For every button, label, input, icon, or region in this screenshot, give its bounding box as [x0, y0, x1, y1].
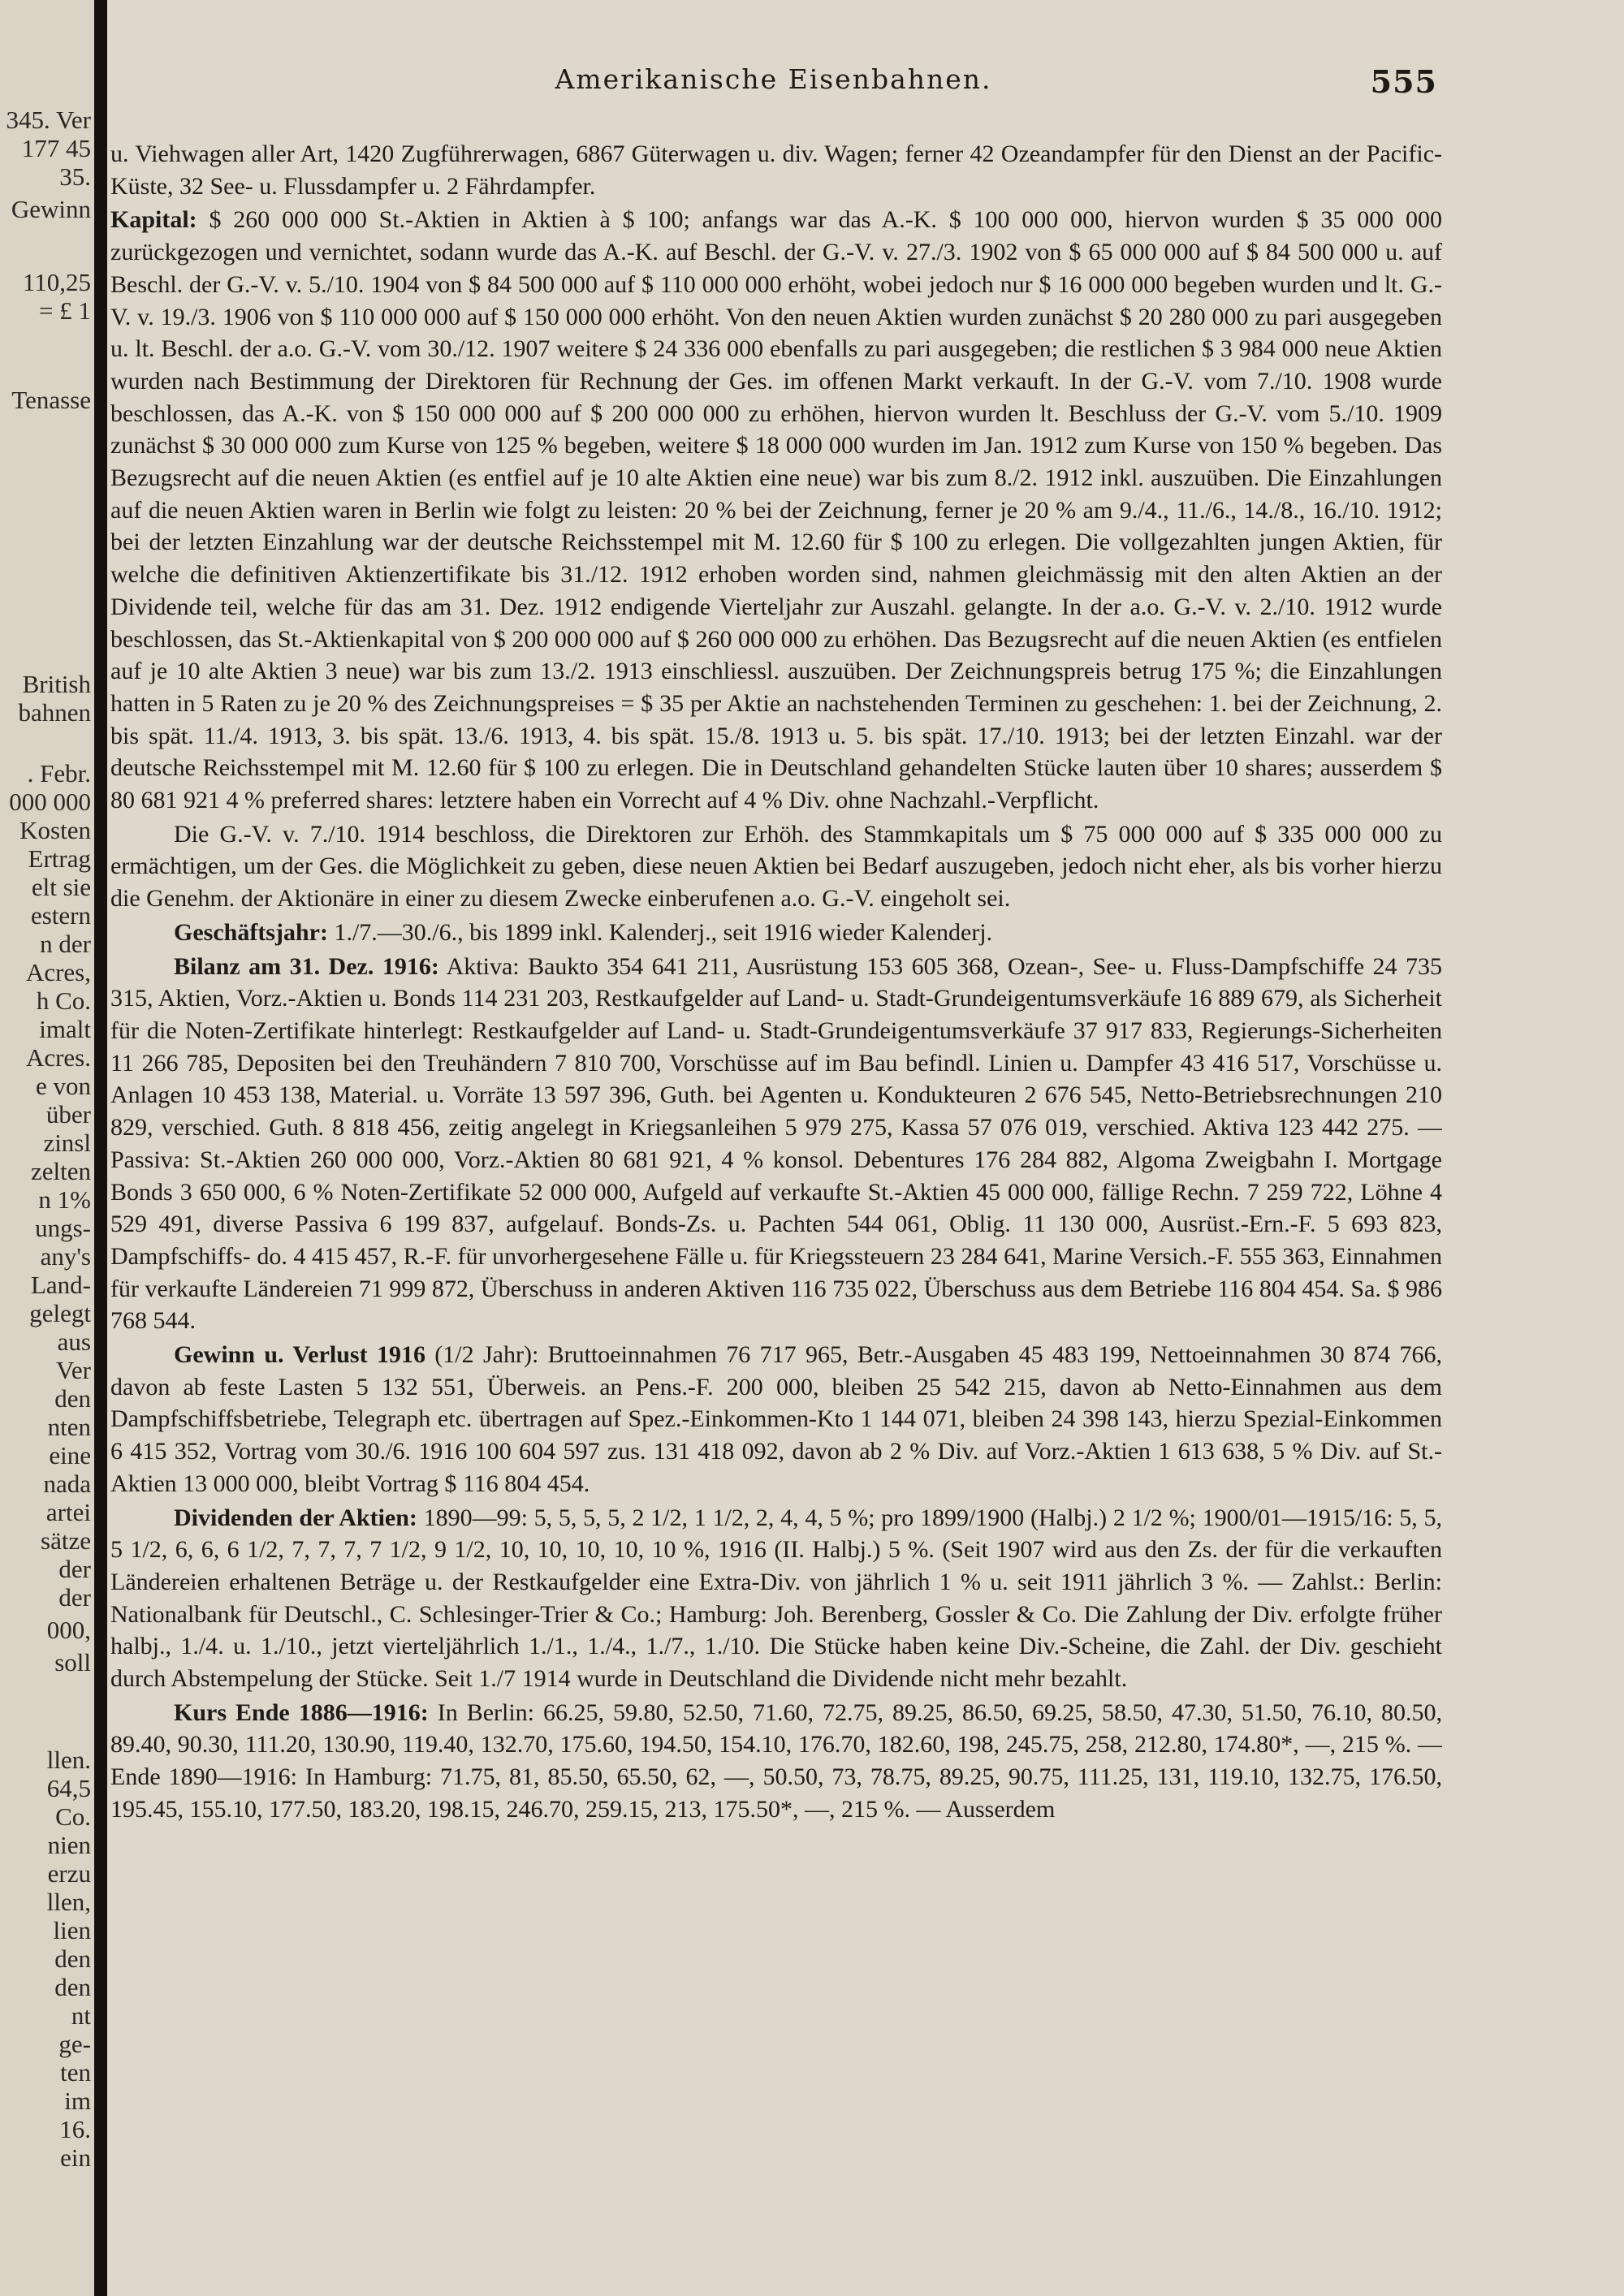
margin-fragment: n der — [40, 930, 91, 958]
margin-fragment: Ertrag — [28, 844, 91, 873]
margin-fragment: llen. — [46, 1746, 91, 1774]
section-heading: Dividenden der Aktien: — [174, 1504, 417, 1531]
margin-fragment: 000 000 — [9, 788, 91, 816]
margin-fragment: 110,25 — [22, 268, 91, 296]
paragraph-text: In Berlin: 66.25, 59.80, 52.50, 71.60, 72.75, 89.25, 86.50, 69.25, 58.50, 47.30, 51.50, 76.10, 80.50, 89.40, 90.30, 111.20, 130.90, 119.40, 132.70, 175.60, 194.50, 154.10, 176.70, 182.60, 198, 245.75, 258, 212.80, 174.80*, —, 215 %. — Ende 1890—1916: In Hamburg: 71.75, 81, 85.50, 65.50, 62, —, 50.50, 73, 78.75, 89.25, 90.75, 111.25, 131, 119.10, 132.75, 176.50, 195.45, 155.10, 177.50, 183.20, 198.15, 246.70, 259.15, 213, 175.50*, —, 215 %. — Ausserdem — [110, 1698, 1442, 1823]
paragraph-text: Die G.-V. v. 7./10. 1914 beschloss, die Direktoren zur Erhöh. des Stammkapitals um $ 75 000 000 auf $ 335 000 000 zu ermächtigen, um der Ges. die Möglichkeit zu geben, diese neuen Aktien bei Bedarf auszugeben, jedoch nicht eher, als bis vorher hierzu die Genehm. der Aktionäre in einer zu diesem Zwecke einberufenen a.o. G.-V. eingeholt sei. — [110, 820, 1442, 913]
paragraph-text: u. Viehwagen aller Art, 1420 Zugführerwagen, 6867 Güterwagen u. div. Wagen; ferner 42 Ozeandampfer für den Dienst an der Pacific-Küste, 32 See- u. Flussdampfer u. 2 Fährdampfer. — [110, 140, 1442, 200]
margin-fragment: nada — [43, 1470, 91, 1498]
margin-fragment: 64,5 — [46, 1774, 91, 1802]
margin-fragment: zinsl — [43, 1129, 91, 1157]
section-heading: Kurs Ende 1886—1916: — [174, 1698, 429, 1726]
margin-fragment: nt — [71, 2001, 91, 2030]
margin-fragment: 16. — [59, 2115, 91, 2143]
margin-fragment: den — [54, 1973, 91, 2001]
margin-fragment: Co. — [55, 1802, 91, 1831]
paragraph — [110, 1502, 1442, 1695]
margin-fragment: ein — [60, 2143, 91, 2172]
section-heading: Gewinn u. Verlust 1916 — [174, 1341, 425, 1369]
margin-fragment: any's — [40, 1242, 91, 1271]
body-text — [110, 138, 1442, 2249]
margin-fragment: im — [64, 2087, 91, 2115]
margin-fragment: Kosten — [19, 816, 91, 844]
margin-fragment: 345. Ver — [6, 106, 91, 134]
margin-fragment: nien — [47, 1831, 91, 1859]
margin-fragment: ge- — [58, 2030, 91, 2058]
paragraph-text: 1890—99: 5, 5, 5, 5, 2 1/2, 1 1/2, 2, 4, 4, 5 %; pro 1899/1900 (Halbj.) 2 1/2 %; 1900/01—1915/16: 5, 5, 5 1/2, 6, 6, 6 1/2, 7, 7, 7, 7 1/2, 9 1/2, 10, 10, 10, 10, 10 %, 1916 (II. Halbj.) 5 %. (Seit 1907 wird aus den Zs. der für die verkauften Ländereien erhaltenen Beträge u. der Restkaufgelder eine Extra-Div. von jährlich 1 % u. seit 1911 jährlich 3 %. — Zahlst.: Berlin: Nationalbank für Deutschl., C. Schlesinger-Trier & Co.; Hamburg: Joh. Berenberg, Gossler & Co. Die Zahlung der Div. erfolgte früher halbj., 1./4. u. 1./10., jetzt vierteljährlich 1./1., 1./4., 1./7., 1./10. Die Stücke haben keine Div.-Scheine, die Zahl. der Div. geschieht durch Abstempelung der Stücke. Seit 1./7 1914 wurde in Deutschland die Dividende nicht mehr bezahlt. — [110, 1504, 1442, 1693]
margin-fragment: n 1% — [38, 1185, 91, 1214]
margin-fragment: Land- — [30, 1271, 91, 1299]
margin-fragment: Gewinn — [11, 195, 91, 223]
margin-fragment: e von — [35, 1072, 91, 1100]
margin-fragment: . Febr. — [27, 759, 91, 788]
margin-fragment: den — [54, 1384, 91, 1413]
margin-fragment: ten — [60, 2058, 91, 2087]
running-title: Amerikanische Eisenbahnen. — [555, 63, 992, 95]
margin-fragment: Acres, — [25, 958, 91, 986]
paragraph — [110, 951, 1442, 1337]
paragraph — [110, 138, 1442, 202]
page-header — [110, 63, 1437, 104]
margin-fragment: nten — [47, 1413, 91, 1441]
paragraph-text: $ 260 000 000 St.-Aktien in Aktien à $ 100; anfangs war das A.-K. $ 100 000 000, hiervon wurden $ 35 000 000 zurückgezogen und vernichtet, sodann wurde das A.-K. auf Beschl. der G.-V. v. 27./3. 1902 von $ 65 000 000 auf $ 84 500 000 u. auf Beschl. der G.-V. v. 5./10. 1904 von $ 84 500 000 auf $ 110 000 000 erhöht, wobei jedoch nur $ 16 000 000 begeben wurden und lt. G.-V. v. 19./3. 1906 von $ 110 000 000 auf $ 150 000 000 erhöht. Von den neuen Aktien wurden zunächst $ 20 280 000 zu pari ausgegeben u. lt. Beschl. der a.o. G.-V. vom 30./12. 1907 weitere $ 24 336 000 ebenfalls zu pari ausgegeben; die restlichen $ 3 984 000 neue Aktien wurden nach Bestimmung der Direktoren für Rechnung der Ges. im offenen Markt verkauft. In der G.-V. vom 7./10. 1908 wurde beschlossen, das A.-K. von $ 150 000 000 auf $ 200 000 000 zu erhöhen, hiervon wurden lt. Beschluss der G.-V. vom 5./10. 1909 zunächst $ 30 000 000 zum Kurse von 125 % begeben, weitere $ 18 000 000 wurden im Jan. 1912 zum Kurse von 150 % begeben. Das Bezugsrecht auf die neuen Aktien (es entfiel auf je 10 alte Aktien eine neue) war bis zum 8./2. 1912 inkl. auszuüben. Die Einzahlungen auf die neuen Aktien waren in Berlin wie folgt zu leisten: 20 % bei der Zeichnung, ferner je 20 % am 9./4., 11./6., 14./8., 16./10. 1912; bei der letzten Einzahlung war der deutsche Reichsstempel mit M. 12.60 für $ 100 zu erlegen. Die vollgezahlten jungen Aktien, für welche die definitiven Aktienzertifikate bis 31./12. 1912 erhoben worden sind, nahmen gleichmässig mit den alten Aktien an der Dividende teil, welche für das am 31. Dez. 1912 endigende Vierteljahr zur Auszahl. gelangte. In der a.o. G.-V. v. 2./10. 1912 wurde beschlossen, das St.-Aktienkapital von $ 200 000 000 auf $ 260 000 000 zu erhöhen. Das Bezugsrecht auf die neuen Aktien (es entfielen auf je 10 alte Aktien 3 neue) war bis zum 13./2. 1913 einschliessl. auszuüben. Der Zeichnungspreis betrug 175 %; die Einzahlungen hatten in 5 Raten zu je 20 % des Zeichnungspreises = $ 35 per Aktie an nachstehenden Terminen zu geschehen: 1. bei der Zeichnung, 2. bis spät. 11./4. 1913, 3. bis spät. 13./6. 1913, 4. bis spät. 15./8. 1913 u. 5. bis spät. 17./10. 1913; bei der letzten Einzahl. war der deutsche Reichsstempel mit M. 12.60 für $ 100 zu erlegen. Die in Deutschland gehandelten Stücke lauten über 10 shares; ausserdem $ 80 681 921 4 % preferred shares: letztere haben ein Vorrecht auf 4 % Div. ohne Nachzahl.-Verpflicht. — [110, 206, 1442, 814]
margin-fragment: 000, — [46, 1616, 91, 1644]
margin-fragment: 177 45 — [21, 134, 91, 162]
margin-fragment: über — [45, 1100, 91, 1129]
margin-fragment: = £ 1 — [39, 296, 91, 325]
margin-fragment: Tenasse — [11, 386, 91, 414]
paragraph — [110, 1697, 1442, 1826]
margin-fragment: den — [54, 1944, 91, 1973]
margin-fragment: elt sie — [31, 873, 91, 901]
margin-fragment: der — [58, 1555, 91, 1583]
margin-fragment: erzu — [47, 1859, 91, 1888]
margin-fragment: 35. — [59, 162, 91, 191]
margin-fragment: zelten — [30, 1157, 91, 1185]
margin-fragment: aus — [57, 1327, 91, 1356]
margin-fragment: h Co. — [36, 986, 91, 1015]
margin-fragment: British — [22, 670, 91, 698]
paragraph — [110, 818, 1442, 915]
paragraph-text: (1/2 Jahr): Bruttoeinnahmen 76 717 965, Betr.-Ausgaben 45 483 199, Nettoeinnahmen 30 874 766, davon ab feste Lasten 5 132 551, Überweis. an Pens.-F. 200 000, bleiben 25 542 215, davon ab Netto-Einnahmen aus dem Dampfschiffsbetriebe, Telegraph etc. übertragen auf Spez.-Einkommen-Kto 1 144 071, bleiben 24 398 143, hierzu Spezial-Einkommen 6 415 352, Vortrag vom 30./6. 1916 100 604 597 zus. 131 418 092, davon ab 2 % Div. auf Vorz.-Aktien 1 613 638, 5 % Div. auf St.-Aktien 13 000 000, bleibt Vortrag $ 116 804 454. — [110, 1341, 1442, 1497]
margin-fragment: soll — [54, 1648, 91, 1677]
margin-fragment: der — [58, 1583, 91, 1612]
binding-gutter — [94, 0, 107, 2296]
margin-fragment: gelegt — [29, 1299, 91, 1327]
margin-fragment: ungs- — [35, 1214, 91, 1242]
page-number: 555 — [1370, 63, 1437, 100]
margin-fragment: bahnen — [18, 698, 91, 727]
section-heading: Bilanz am 31. Dez. 1916: — [174, 952, 439, 980]
paragraph-text: Aktiva: Baukto 354 641 211, Ausrüstung 153 605 368, Ozean-, See- u. Fluss-Dampfschiffe 24 735 315, Aktien, Vorz.-Aktien u. Bonds 114 231 203, Restkaufgelder auf Land- u. Stadt-Grundeigentumsverkäufe 16 889 679, als Sicherheit für die Noten-Zertifikate hinterlegt: Restkaufgelder auf Land- u. Stadt-Grundeigentumsverkäufe 37 917 833, Regierungs-Sicherheiten 11 266 785, Depositen bei den Treuhändern 7 810 700, Vorschüsse auf im Bau befindl. Linien u. Dampfer 43 416 517, Vorschüsse u. Anlagen 10 453 138, Material. u. Vorräte 13 597 396, Guth. bei Agenten u. Kondukteuren 2 676 545, Netto-Betriebsrechnungen 210 829, verschied. Guth. 8 818 456, zeitig angelegt in Kriegsanleihen 5 979 275, Kassa 57 076 019, verschied. Aktiva 123 442 275. — Passiva: St.-Aktien 260 000 000, Vorz.-Aktien 80 681 921, 4 % konsol. Debentures 176 284 882, Algoma Zweigbahn I. Mortgage Bonds 3 650 000, 6 % Noten-Zertifikate 52 000 000, Aufgeld auf verkaufte St.-Aktien 45 000 000, fällige Rechn. 7 259 722, Löhne 4 529 491, diverse Passiva 6 199 837, aufgelauf. Bonds-Zs. u. Pachten 544 061, Oblig. 11 130 000, Ausrüst.-Ern.-F. 5 693 823, Dampfschiffs- do. 4 415 457, R.-F. für unvorhergesehene Fälle u. für Kriegssteuern 23 284 641, Marine Versich.-F. 555 363, Einnahmen für verkaufte Ländereien 71 999 872, Überschuss in anderen Aktiven 116 735 022, Überschuss aus dem Betriebe 116 804 454. Sa. $ 986 768 544. — [110, 952, 1442, 1335]
margin-fragment: Ver — [55, 1356, 91, 1384]
paragraph — [110, 204, 1442, 816]
paragraph — [110, 917, 1442, 949]
margin-fragment: artei — [45, 1498, 91, 1526]
margin-fragment: sätze — [41, 1526, 91, 1555]
section-heading: Geschäftsjahr: — [174, 918, 328, 946]
section-heading: Kapital: — [110, 206, 197, 234]
margin-fragment: lien — [53, 1916, 91, 1944]
margin-fragment: eine — [49, 1441, 91, 1470]
margin-fragment: estern — [30, 901, 91, 930]
margin-fragment: imalt — [39, 1015, 91, 1043]
paragraph — [110, 1339, 1442, 1500]
adjacent-page-fragment — [0, 0, 94, 2296]
margin-fragment: llen, — [46, 1888, 91, 1916]
margin-fragment: Acres. — [25, 1043, 91, 1072]
paragraph-text: 1./7.—30./6., bis 1899 inkl. Kalenderj., seit 1916 wieder Kalenderj. — [327, 918, 993, 946]
